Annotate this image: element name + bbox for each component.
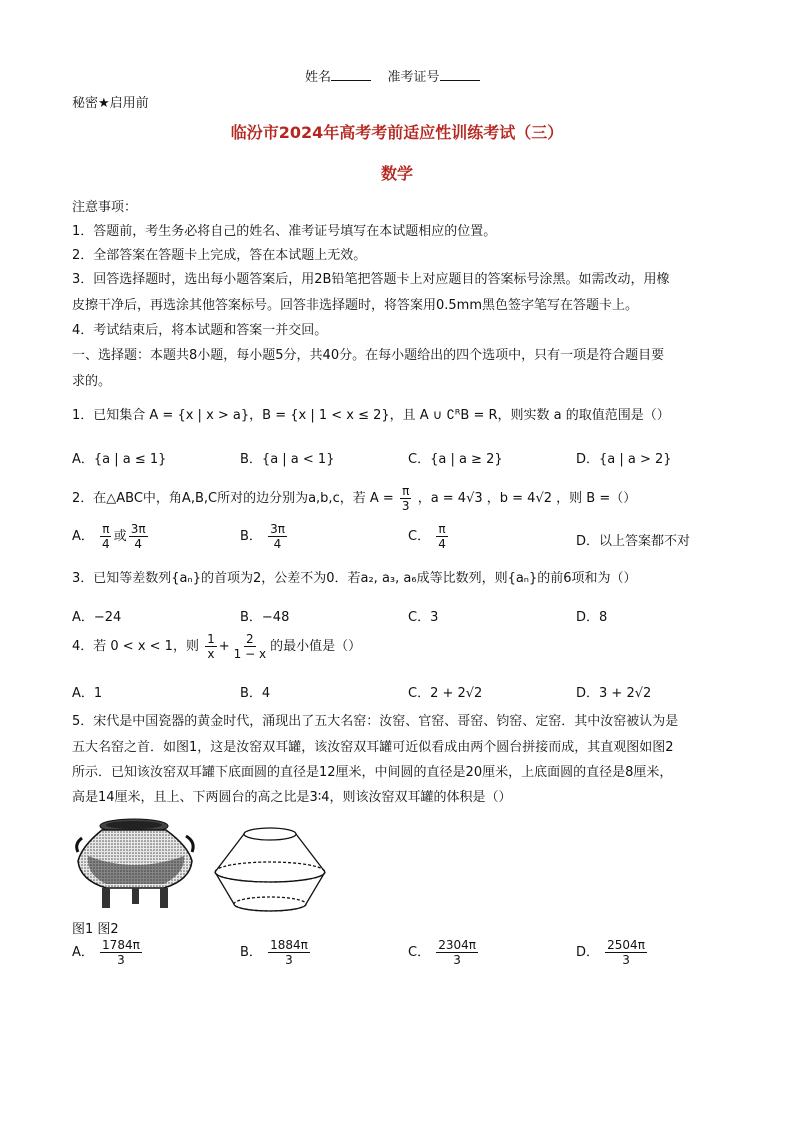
exam-title: 临汾市2024年高考考前适应性训练考试（三）	[230, 123, 564, 142]
frac-num: 2304π	[438, 938, 476, 952]
q3-option-a: A．−24	[72, 610, 122, 625]
frac-num: 3π	[130, 522, 146, 536]
q5-option-d	[576, 938, 649, 967]
q4-option-b: B．4	[240, 686, 271, 701]
or-text: 或	[113, 529, 127, 544]
q3-option-b: B．−48	[240, 610, 290, 625]
frac-num: π	[402, 484, 410, 498]
q3-option-d: D．8	[576, 610, 608, 625]
frac-den: 1 − x	[233, 647, 267, 661]
frac-num: π	[102, 522, 110, 536]
jar-photo-figure	[72, 816, 200, 914]
frac-den: 3	[117, 953, 125, 967]
frac-num: 1784π	[102, 938, 140, 952]
q2-option-a	[72, 522, 150, 551]
fraction	[268, 938, 310, 967]
fraction	[205, 632, 217, 661]
fraction	[129, 522, 148, 551]
frac-den: 3	[285, 953, 293, 967]
frac-den: 3	[401, 499, 410, 513]
q5-option-c	[408, 938, 480, 967]
q2-option-c	[408, 522, 450, 551]
id-blank	[440, 68, 480, 81]
option-label: A．	[72, 529, 94, 544]
q2-option-b	[240, 522, 289, 551]
q5-line-4: 高是14厘米，且上、下两圆台的高之比是3∶4，则该汝窑双耳罐的体积是（）	[72, 790, 512, 805]
frac-num: 1884π	[270, 938, 308, 952]
figure-caption: 图1 图2	[72, 922, 119, 937]
q2-option-d: D．以上答案都不对	[576, 534, 691, 549]
q3-option-c: C．3	[408, 610, 439, 625]
frac-num: 3π	[270, 522, 285, 536]
option-label: A．	[72, 945, 94, 960]
q5-option-a	[72, 938, 144, 967]
q5-line-3: 所示．已知该汝窑双耳罐下底面圆的直径是12厘米，中间圆的直径是20厘米，上底面圆的直径是8厘米，	[72, 765, 673, 780]
section1-line1: 一、选择题：本题共8小题，每小题5分，共40分。在每小题给出的四个选项中，只有一项是符合题目要	[72, 348, 665, 363]
q3-stem: 3．已知等差数列{aₙ}的首项为2，公差不为0．若a₂, a₃, a₆成等比数列，则{aₙ}的前6项和为（）	[72, 571, 637, 586]
section1-line2: 求的。	[72, 374, 112, 389]
notice-heading: 注意事项：	[72, 200, 138, 215]
fraction	[436, 522, 448, 551]
frac-den: 4	[273, 537, 282, 551]
notice-item-3-cont: 皮擦干净后，再选涂其他答案标号。回答非选择题时，将答案用0.5mm黑色签字笔写在答题卡上。	[72, 298, 639, 313]
q1-option-c: C．{a | a ≥ 2}	[408, 452, 503, 467]
frac-num: 2504π	[607, 938, 645, 952]
secret-mark: 秘密★启用前	[72, 96, 149, 111]
frac-den: 4	[102, 537, 110, 551]
frustum-diagram-figure	[210, 826, 330, 912]
q1-option-a: A．{a | a ≤ 1}	[72, 452, 167, 467]
name-label: 姓名	[305, 70, 332, 85]
q1-stem: 1．已知集合 A = {x | x > a}，B = {x | 1 < x ≤ 2}，且 A ∪ ∁ᴿB = R，则实数 a 的取值范围是（）	[72, 408, 670, 423]
fraction	[268, 522, 287, 551]
notice-item-3: 3．回答选择题时，选出每小题答案后，用2B铅笔把答题卡上对应题目的答案标号涂黑。如需改动，用橡	[72, 272, 670, 287]
fraction	[605, 938, 647, 967]
q5-option-b	[240, 938, 312, 967]
option-label: B．	[240, 529, 262, 544]
frac-den: 4	[438, 537, 446, 551]
fraction	[436, 938, 478, 967]
frac-num: 2	[246, 632, 254, 646]
frac-den: 4	[134, 537, 142, 551]
q4-option-c: C．2 + 2√2	[408, 686, 483, 701]
frac-num: π	[438, 522, 446, 536]
q4-stem-post: 的最小值是（）	[270, 639, 362, 654]
q2-stem-post: ，a = 4√3 ，b = 4√2 ，则 B =（）	[417, 491, 637, 506]
notice-item-4: 4．考试结束后，将本试题和答案一并交回。	[72, 323, 328, 338]
q5-line-2: 五大名窑之首．如图1，这是汝窑双耳罐，该汝窑双耳罐可近似看成由两个圆台拼接而成，其直观图如图2	[72, 740, 674, 755]
name-blank	[331, 68, 371, 81]
notice-item-2: 2．全部答案在答题卡上完成，答在本试题上无效。	[72, 248, 367, 263]
q4-stem-pre: 4．若 0 < x < 1，则	[72, 639, 199, 654]
q2-stem-pre: 2．在△ABC中，角A,B,C所对的边分别为a,b,c，若 A =	[72, 491, 394, 506]
id-label: 准考证号	[387, 70, 440, 85]
q1-option-d: D．{a | a > 2}	[576, 452, 672, 467]
q2-stem	[72, 484, 636, 513]
option-label: C．	[408, 945, 431, 960]
frac-den: 3	[453, 953, 461, 967]
notice-item-1: 1．答题前，考生务必将自己的姓名、准考证号填写在本试题相应的位置。	[72, 224, 497, 239]
q4-option-a: A．1	[72, 686, 103, 701]
plus-sign: +	[218, 639, 230, 654]
q4-stem	[72, 632, 361, 661]
option-label: B．	[240, 945, 262, 960]
q1-option-b: B．{a | a < 1}	[240, 452, 335, 467]
q4-option-d: D．3 + 2√2	[576, 686, 652, 701]
option-label: C．	[408, 529, 431, 544]
frac-num: 1	[207, 632, 215, 646]
name-field	[305, 66, 480, 85]
q5-line-1: 5．宋代是中国瓷器的黄金时代，涌现出了五大名窑：汝窑、官窑、哥窑、钧窑、定窑．其中汝窑被认为是	[72, 714, 679, 729]
fraction	[100, 522, 112, 551]
frac-den: x	[207, 647, 215, 661]
q2-stem-fraction	[400, 484, 412, 513]
subject-title: 数学	[380, 164, 413, 183]
option-label: D．	[576, 945, 600, 960]
fraction	[232, 632, 268, 661]
frac-den: 3	[622, 953, 630, 967]
fraction	[100, 938, 142, 967]
